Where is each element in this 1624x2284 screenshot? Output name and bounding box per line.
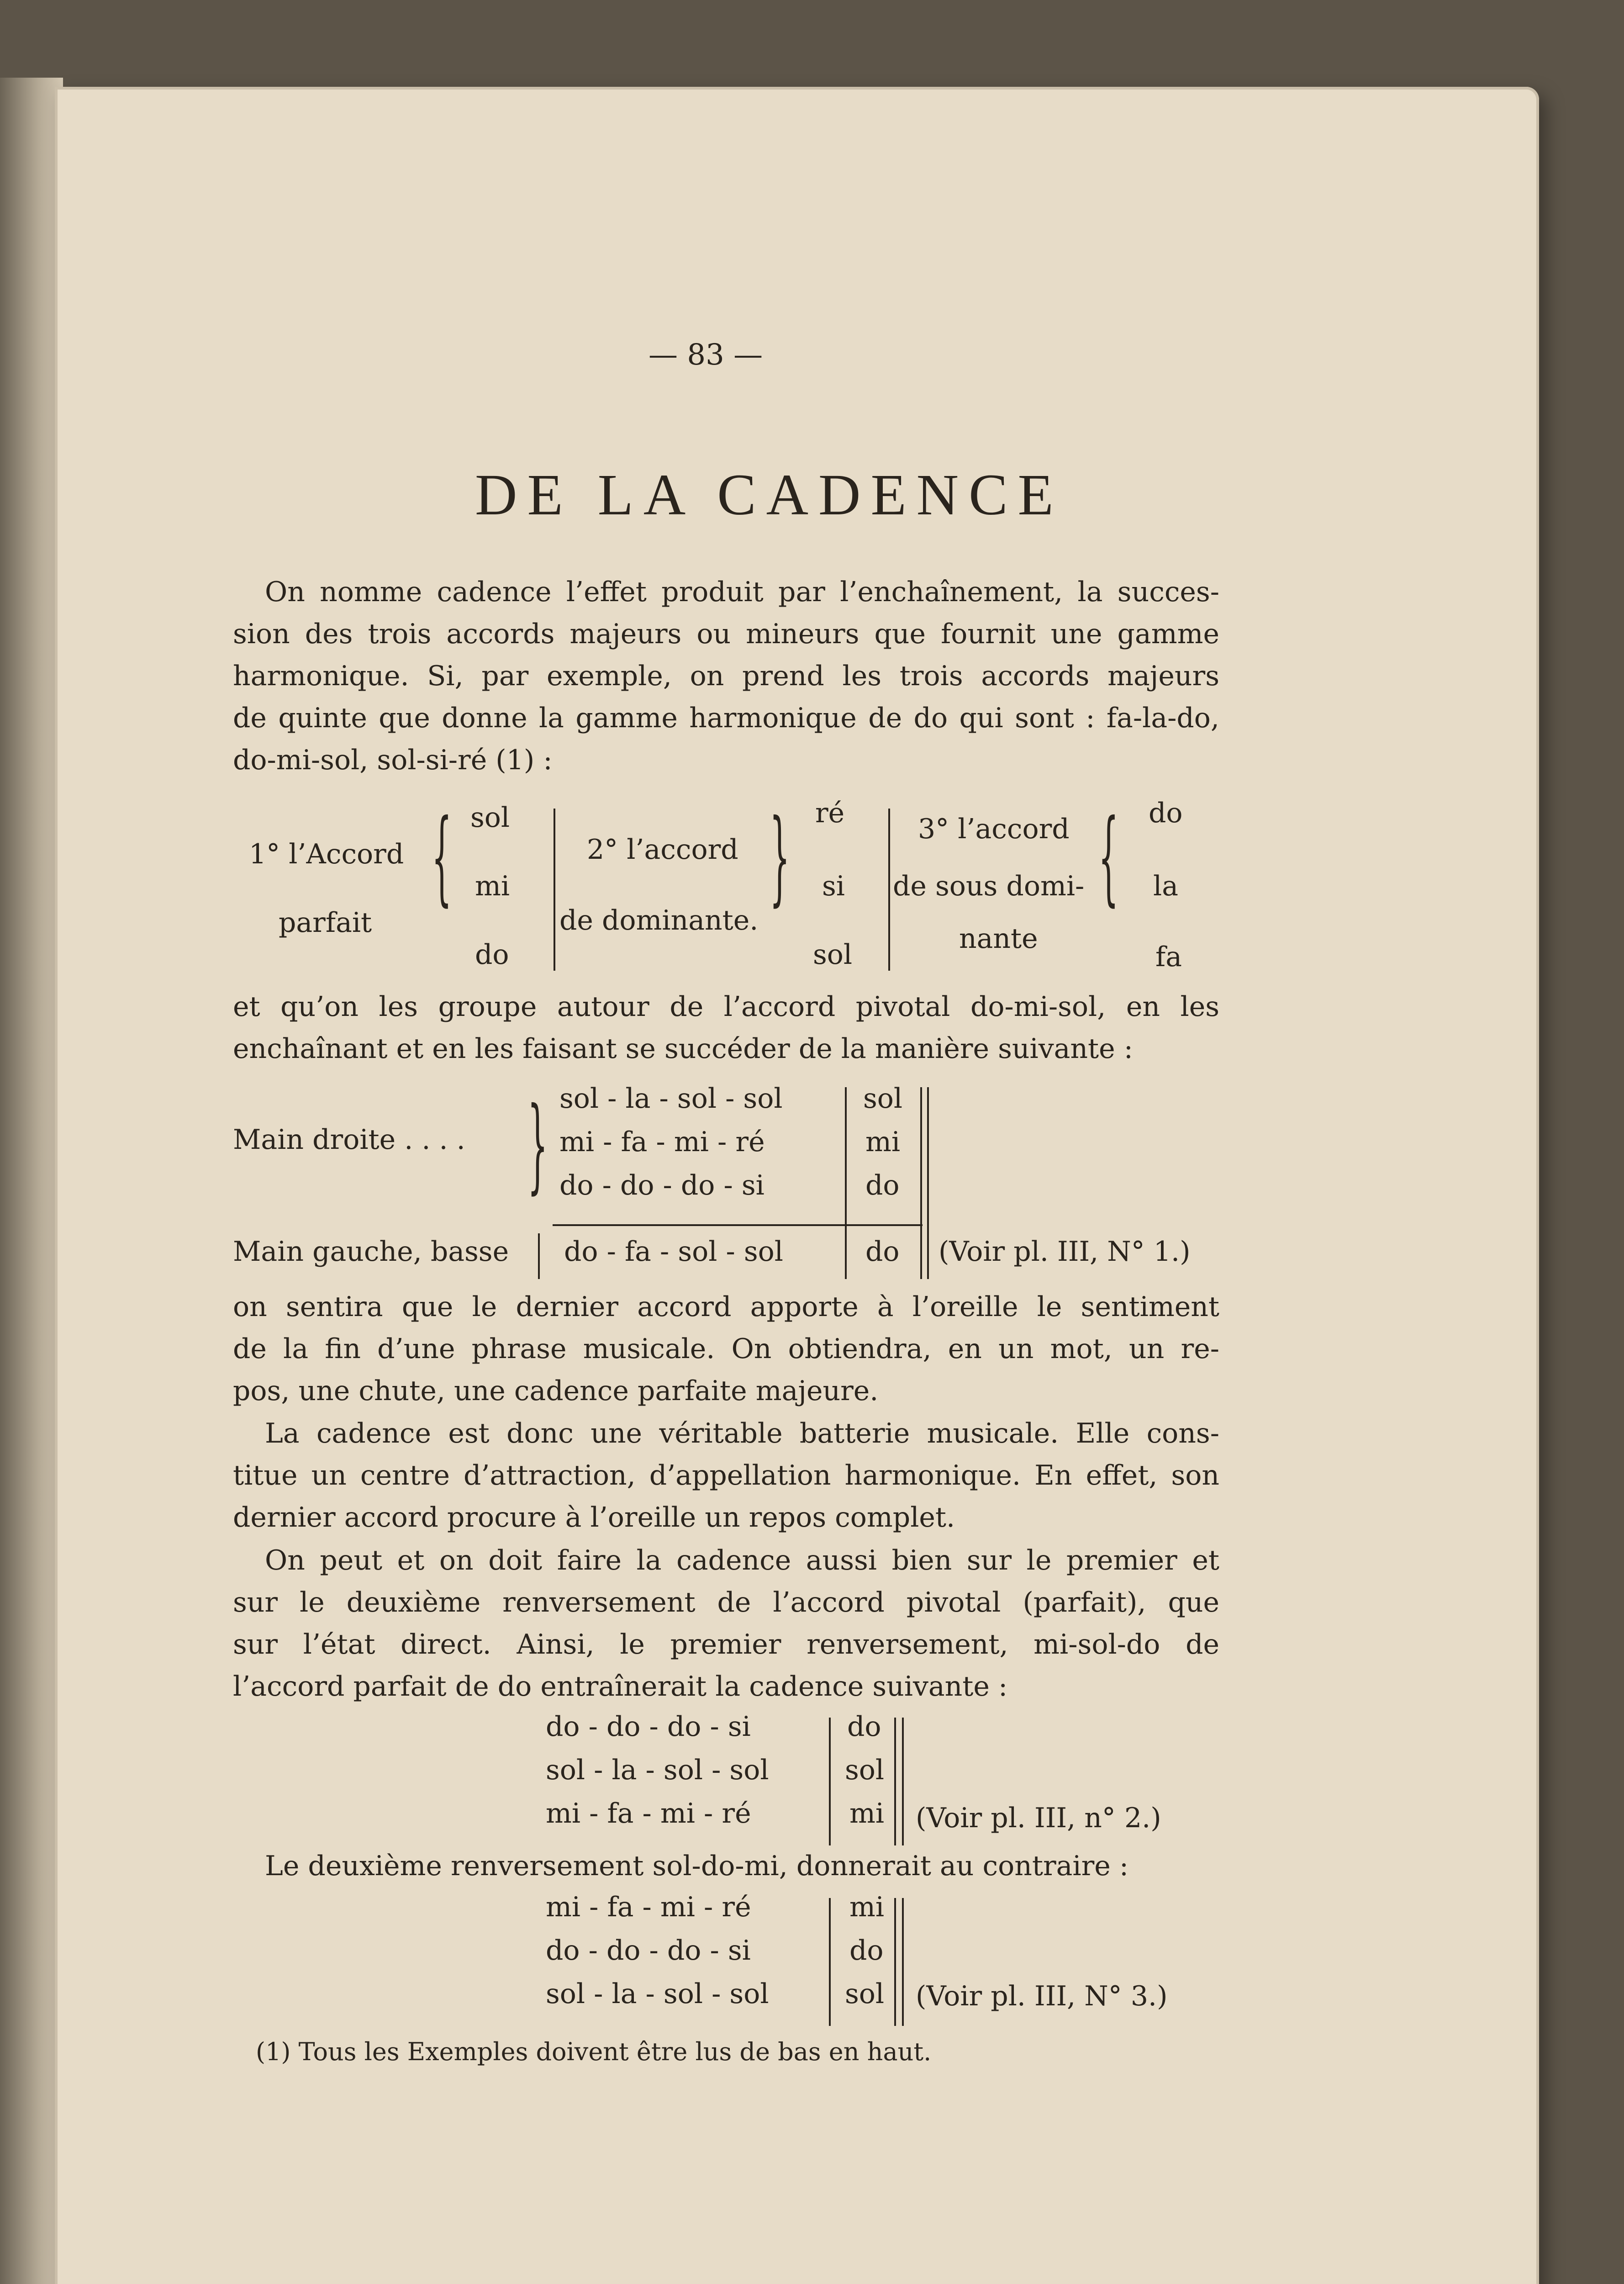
divider [829,1718,831,1845]
conclusion-paragraph [233,1286,1219,1412]
brace: { [1098,797,1119,917]
book-page [55,87,1539,2284]
accord1-label: 1° l’Accord [249,838,404,870]
plate-reference: (Voir pl. III, N° 3.) [916,1980,1168,2012]
text-line: sion des trois accords majeurs ou mineurs que fournit une gamme [233,618,1219,650]
intro-paragraph [233,571,1219,781]
accord1-label-2: parfait [279,907,372,939]
text-line: enchaînant et en les faisant se succéder de la manière suivante : [233,1033,1133,1065]
brace: } [770,797,790,917]
accord3-label: 3° l’accord [918,813,1070,845]
left-hand-final: do [865,1236,900,1268]
divider [845,1087,847,1242]
grouping-paragraph [233,986,1219,1070]
text-line: titue un centre d’attraction, d’appellation harmonique. En effet, son [233,1459,1219,1491]
text-line: de quinte que donne la gamme harmonique de do qui sont : fa-la-do, [233,702,1219,734]
text-line: On peut et on doit faire la cadence aussi bien sur le premier et [265,1544,1219,1576]
accord3-note: fa [1155,941,1182,973]
example3-final: sol [845,1978,885,2010]
text-line: l’accord parfait de do entraînerait la cadence suivante : [233,1671,1008,1702]
example3-final: mi [849,1891,885,1923]
example2-row: sol - la - sol - sol [546,1754,769,1786]
example2-final: sol [845,1754,885,1786]
right-hand-label: Main droite . . . . [233,1124,465,1156]
text-line: on sentira que le dernier accord apporte à l’oreille le sentiment [233,1291,1219,1323]
example2-final: mi [849,1798,885,1829]
divider [888,809,890,971]
example2-row: do - do - do - si [546,1711,751,1743]
accord1-note: mi [475,870,510,902]
accord2-note: ré [815,797,845,829]
divider [538,1233,540,1279]
left-hand-label: Main gauche, basse [233,1236,509,1268]
divider [902,1718,904,1845]
example3-row: sol - la - sol - sol [546,1978,769,2010]
divider [829,1898,831,2026]
example2-final: do [847,1711,881,1743]
example3-row: do - do - do - si [546,1935,751,1967]
divider [927,1087,929,1279]
example3-final: do [849,1935,884,1967]
accord3-note: do [1149,797,1183,829]
accord2-note: si [822,870,845,902]
example3-row: mi - fa - mi - ré [546,1891,751,1923]
divider [554,809,555,971]
accord3-note: la [1153,870,1178,902]
text-line: dernier accord procure à l’oreille un repos complet. [233,1502,955,1533]
right-hand-row: mi - fa - mi - ré [559,1126,765,1158]
divider [894,1898,896,2026]
text-line: et qu’on les groupe autour de l’accord pivotal do-mi-sol, en les [233,991,1219,1023]
text-line: La cadence est donc une véritable batterie musicale. Elle cons- [265,1417,1219,1449]
right-hand-row: do - do - do - si [559,1169,765,1201]
plate-reference: (Voir pl. III, n° 2.) [916,1802,1161,1834]
text-line: de la fin d’une phrase musicale. On obtiendra, en un mot, un re- [233,1333,1219,1365]
renversement-paragraph [233,1539,1219,1708]
divider [902,1898,904,2026]
accord1-note: do [475,939,509,971]
text-line: pos, une chute, une cadence parfaite majeure. [233,1375,879,1407]
page-number: — 83 — [649,338,763,372]
divider [894,1718,896,1845]
cadence-paragraph [233,1412,1219,1539]
plate-reference: (Voir pl. III, N° 1.) [939,1236,1191,1268]
text-line: On nomme cadence l’effet produit par l’enchaînement, la succes- [265,576,1219,608]
accord1-note: sol [470,802,510,834]
accord3-label-3: nante [959,923,1038,955]
deuxieme-line: Le deuxième renversement sol-do-mi, donnerait au contraire : [265,1850,1129,1882]
right-hand-final: sol [863,1083,903,1115]
right-hand-row: sol - la - sol - sol [559,1083,783,1115]
left-hand-row: do - fa - sol - sol [564,1236,783,1268]
text-line: harmonique. Si, par exemple, on prend les trois accords majeurs [233,660,1219,692]
book-binding [0,78,63,2284]
example2-row: mi - fa - mi - ré [546,1798,751,1829]
accord3-label-2: de sous domi- [893,870,1085,902]
text-line: sur l’état direct. Ainsi, le premier renversement, mi-sol-do de [233,1628,1219,1660]
brace: { [432,797,452,917]
text-line: do-mi-sol, sol-si-ré (1) : [233,744,553,776]
divider [920,1087,922,1279]
right-hand-final: do [865,1169,900,1201]
accord2-note: sol [813,939,853,971]
divider [553,1224,923,1226]
divider [845,1233,847,1279]
brace: } [527,1085,548,1205]
right-hand-final: mi [865,1126,901,1158]
text-line: sur le deuxième renversement de l’accord pivotal (parfait), que [233,1586,1219,1618]
accord2-label: 2° l’accord [587,834,738,866]
footnote: (1) Tous les Exemples doivent être lus de bas en haut. [256,2037,932,2066]
page-title: DE LA CADENCE [475,462,1064,527]
accord2-label-2: de dominante. [559,904,759,936]
